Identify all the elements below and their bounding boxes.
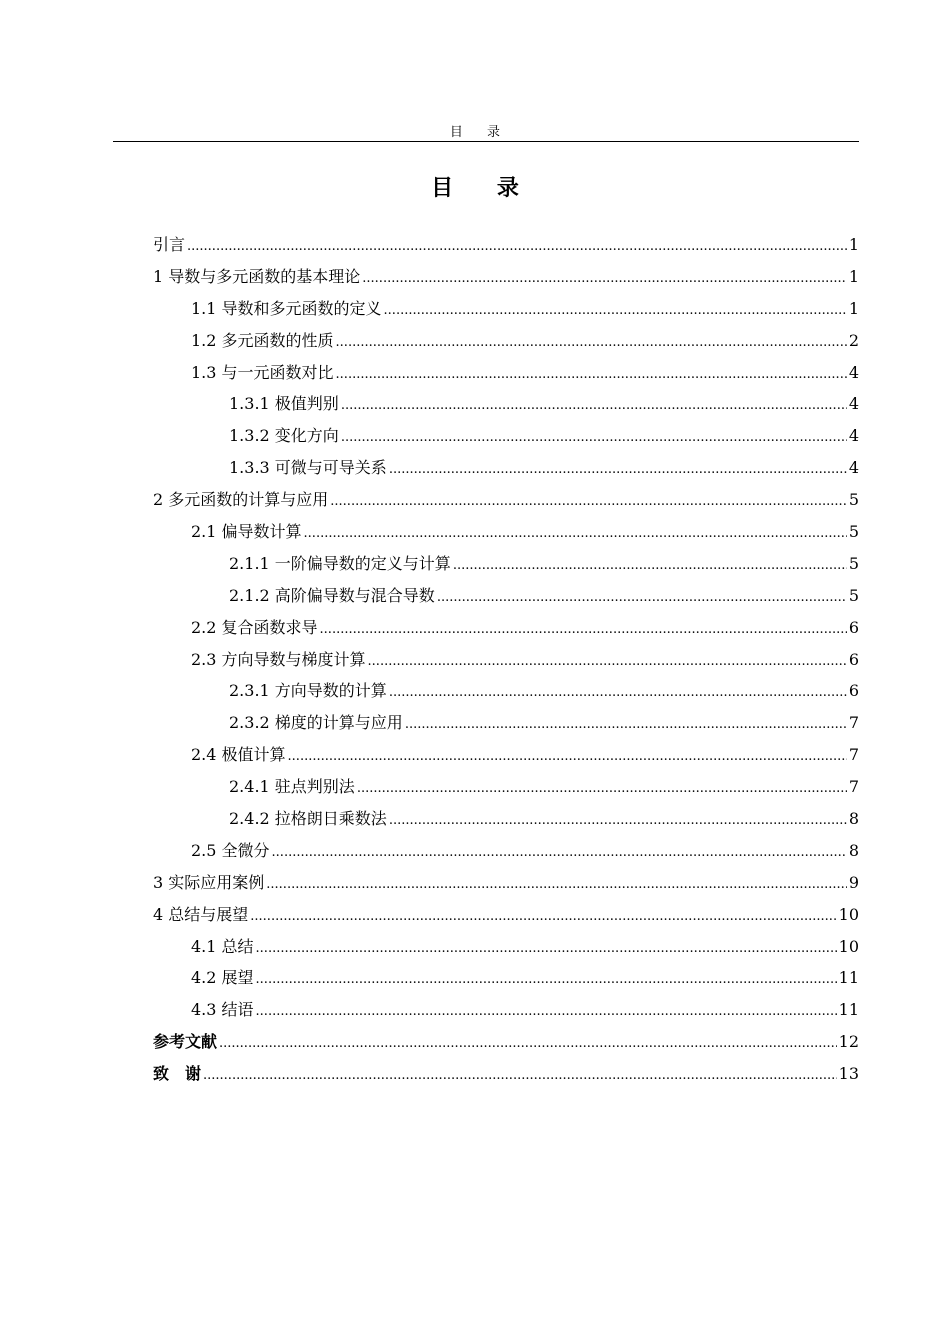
dot-leader [368, 646, 847, 678]
toc-entry-title: 2.1.2 高阶偏导数与混合导数 [229, 585, 435, 605]
toc-entry-page-number: 12 [838, 1032, 859, 1052]
dot-leader [437, 582, 847, 614]
toc-entry-title: 2.5 全微分 [191, 840, 270, 860]
toc-entry-page-number: 1 [848, 298, 859, 318]
dot-leader [330, 486, 847, 518]
toc-entry[interactable] [153, 1058, 859, 1090]
toc-entry-title: 2.1 偏导数计算 [191, 522, 302, 542]
dot-leader [266, 869, 847, 901]
dot-leader [336, 327, 847, 359]
toc-entry[interactable] [153, 484, 859, 516]
toc-entry[interactable] [153, 962, 859, 994]
dot-leader [453, 550, 847, 582]
toc-entry-title: 4.1 总结 [191, 936, 254, 956]
toc-entry[interactable] [153, 931, 859, 963]
dot-leader [320, 614, 847, 646]
toc-entry-title: 2.3 方向导数与梯度计算 [191, 649, 366, 669]
dot-leader [256, 996, 837, 1028]
toc-entry-title: 2 多元函数的计算与应用 [153, 490, 329, 510]
dot-leader [357, 773, 847, 805]
toc-entry-title: 4 总结与展望 [153, 904, 249, 924]
dot-leader [362, 263, 847, 295]
toc-entry-page-number: 10 [838, 904, 859, 924]
toc-entry-page-number: 1 [848, 235, 859, 254]
toc-entry[interactable] [153, 548, 859, 580]
toc-entry[interactable] [153, 899, 859, 931]
toc-entry[interactable] [153, 771, 859, 803]
dot-leader [336, 359, 847, 391]
toc-entry-title: 2.1.1 一阶偏导数的定义与计算 [229, 553, 451, 573]
dot-leader [389, 805, 847, 837]
toc-entry-page-number: 5 [848, 553, 859, 573]
toc-entry-page-number: 11 [838, 968, 859, 988]
toc-entry[interactable] [153, 675, 859, 707]
toc-entry-title: 参考文献 [153, 1032, 218, 1052]
toc-entry-title: 3 实际应用案例 [153, 872, 265, 892]
toc-entry-page-number: 7 [848, 713, 859, 733]
toc-entry-title: 致 谢 [153, 1064, 202, 1084]
toc-entry-page-number: 4 [848, 394, 859, 414]
toc-entry-title: 1.3.1 极值判别 [229, 394, 339, 414]
dot-leader [405, 709, 847, 741]
dot-leader [341, 422, 847, 454]
dot-leader [304, 518, 847, 550]
toc-entry-page-number: 5 [848, 585, 859, 605]
dot-leader [341, 390, 847, 422]
toc-entry[interactable] [153, 644, 859, 676]
toc-entry-title: 1.3.3 可微与可导关系 [229, 458, 387, 478]
toc-entry-title: 2.4.1 驻点判别法 [229, 777, 355, 797]
toc-entry-title: 2.4.2 拉格朗日乘数法 [229, 809, 387, 829]
toc-entry-page-number: 6 [848, 681, 859, 701]
toc-entry[interactable] [153, 994, 859, 1026]
toc-entry[interactable] [153, 867, 859, 899]
toc-entry-title: 引言 [153, 235, 186, 254]
dot-leader [256, 933, 837, 965]
toc-entry[interactable] [153, 420, 859, 452]
toc-entry-title: 2.2 复合函数求导 [191, 617, 318, 637]
toc-entry[interactable] [153, 452, 859, 484]
toc-entry[interactable] [153, 1026, 859, 1058]
toc-entry-page-number: 13 [838, 1064, 859, 1084]
dot-leader [389, 454, 847, 486]
toc-entry-title: 1.3.2 变化方向 [229, 426, 339, 446]
toc-entry-page-number: 4 [848, 362, 859, 382]
toc-entry[interactable] [153, 803, 859, 835]
running-header: 目 录 [449, 125, 511, 140]
toc-entry-page-number: 5 [848, 490, 859, 510]
toc-entry-page-number: 8 [848, 840, 859, 860]
toc-entry[interactable] [153, 707, 859, 739]
toc-entry-title: 4.2 展望 [191, 968, 254, 988]
dot-leader [187, 231, 847, 263]
toc-entry-page-number: 7 [848, 745, 859, 765]
toc-entry[interactable] [153, 325, 859, 357]
toc-entry-title: 2.4 极值计算 [191, 745, 286, 765]
dot-leader [272, 837, 847, 869]
toc-entry-title: 1.2 多元函数的性质 [191, 330, 334, 350]
toc-entry[interactable] [153, 580, 859, 612]
toc-entry[interactable] [153, 739, 859, 771]
dot-leader [203, 1060, 837, 1092]
toc-entry[interactable] [153, 835, 859, 867]
toc-entry-page-number: 6 [848, 617, 859, 637]
toc-entry-page-number: 8 [848, 809, 859, 829]
dot-leader [389, 677, 847, 709]
toc-entry-title: 1.3 与一元函数对比 [191, 362, 334, 382]
toc-entry[interactable] [153, 388, 859, 420]
toc-entry-page-number: 2 [848, 330, 859, 350]
table-of-contents [153, 229, 859, 1090]
header-rule [113, 141, 859, 142]
toc-entry-title: 2.3.2 梯度的计算与应用 [229, 713, 403, 733]
toc-entry[interactable] [153, 612, 859, 644]
toc-entry-page-number: 10 [838, 936, 859, 956]
toc-entry-page-number: 11 [838, 1000, 859, 1020]
toc-entry[interactable] [153, 261, 859, 293]
dot-leader [250, 901, 836, 933]
dot-leader [219, 1028, 837, 1060]
toc-entry-page-number: 1 [848, 266, 859, 286]
dot-leader [256, 964, 837, 996]
toc-entry-title: 1 导数与多元函数的基本理论 [153, 266, 361, 286]
dot-leader [384, 295, 847, 327]
toc-entry-page-number: 6 [848, 649, 859, 669]
toc-entry[interactable] [153, 357, 859, 389]
toc-entry[interactable] [153, 293, 859, 325]
page-title: 目 录 [431, 175, 537, 201]
toc-entry-title: 2.3.1 方向导数的计算 [229, 681, 387, 701]
toc-entry-title: 4.3 结语 [191, 1000, 254, 1020]
toc-entry-title: 1.1 导数和多元函数的定义 [191, 298, 382, 318]
toc-entry-page-number: 9 [848, 872, 859, 892]
toc-entry-page-number: 5 [848, 522, 859, 542]
toc-entry[interactable] [153, 229, 859, 261]
toc-entry-page-number: 4 [848, 458, 859, 478]
dot-leader [288, 741, 847, 773]
toc-entry[interactable] [153, 516, 859, 548]
toc-entry-page-number: 4 [848, 426, 859, 446]
toc-entry-page-number: 7 [848, 777, 859, 797]
